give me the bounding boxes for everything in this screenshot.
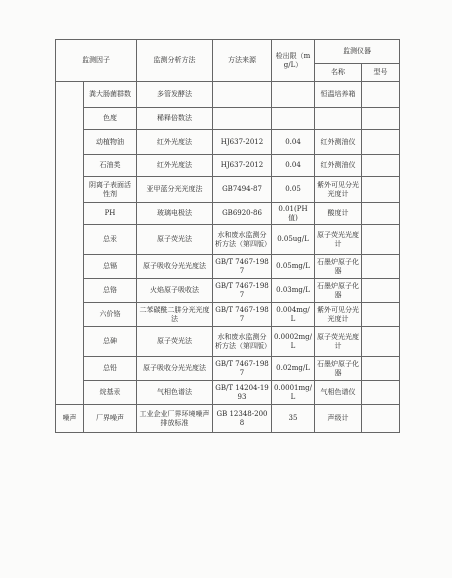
header-factor: 监测因子 [56, 40, 137, 82]
table-row [56, 177, 400, 203]
method-cell: 稀释倍数法 [137, 108, 213, 130]
factor-cell: 烷基汞 [84, 381, 137, 405]
limit-cell [272, 108, 315, 130]
instrument-name-cell: 红外测油仪 [315, 130, 362, 155]
monitoring-methods-table [55, 39, 400, 433]
limit-cell: 0.0002mg/L [272, 327, 315, 357]
factor-cell: 总铅 [84, 357, 137, 381]
table-row [56, 279, 400, 303]
table-row [56, 108, 400, 130]
method-cell: 气相色谱法 [137, 381, 213, 405]
instrument-name-cell: 紫外可见分光光度计 [315, 177, 362, 203]
noise-factor-cell: 厂界噪声 [84, 405, 137, 433]
header-row [56, 40, 400, 64]
source-cell: GB/T 7467-1987 [213, 279, 272, 303]
noise-category-cell: 噪声 [56, 405, 84, 433]
noise-row [56, 405, 400, 433]
instrument-name-cell: 红外测油仪 [315, 155, 362, 177]
method-cell: 原子荧光法 [137, 225, 213, 255]
table-row [56, 381, 400, 405]
instrument-name-cell: 紫外可见分光光度计 [315, 303, 362, 327]
header-instrument: 监测仪器 [315, 40, 400, 64]
factor-cell: 总铬 [84, 279, 137, 303]
instrument-model-cell [362, 381, 400, 405]
instrument-name-cell: 酸度计 [315, 203, 362, 225]
source-cell [213, 108, 272, 130]
limit-cell: 0.05mg/L [272, 255, 315, 279]
factor-cell: 色度 [84, 108, 137, 130]
header-analysis-method: 监测分析方法 [137, 40, 213, 82]
noise-source-cell: GB 12348-2008 [213, 405, 272, 433]
instrument-name-cell: 原子荧光光度计 [315, 327, 362, 357]
limit-cell: 0.05ug/L [272, 225, 315, 255]
table-row [56, 303, 400, 327]
instrument-name-cell: 石墨炉原子化器 [315, 255, 362, 279]
source-cell: GB7494-87 [213, 177, 272, 203]
instrument-name-cell: 气相色谱仪 [315, 381, 362, 405]
table-row [56, 357, 400, 381]
table-row [56, 155, 400, 177]
method-cell: 多管发酵法 [137, 82, 213, 108]
table-row [56, 82, 400, 108]
noise-limit-cell: 35 [272, 405, 315, 433]
table-row [56, 130, 400, 155]
instrument-model-cell [362, 327, 400, 357]
table-row [56, 203, 400, 225]
instrument-name-cell: 石墨炉原子化器 [315, 279, 362, 303]
source-cell: HJ637-2012 [213, 130, 272, 155]
instrument-model-cell [362, 203, 400, 225]
source-cell: GB6920-86 [213, 203, 272, 225]
method-cell: 红外光度法 [137, 155, 213, 177]
instrument-model-cell [362, 279, 400, 303]
header-instrument-name: 名称 [315, 64, 362, 82]
instrument-model-cell [362, 82, 400, 108]
factor-cell: 总镉 [84, 255, 137, 279]
instrument-model-cell [362, 255, 400, 279]
table-row [56, 327, 400, 357]
noise-method-cell: 工业企业厂界环境噪声排放标准 [137, 405, 213, 433]
limit-cell: 0.04 [272, 155, 315, 177]
method-cell: 亚甲蓝分光光度法 [137, 177, 213, 203]
method-cell: 原子吸收分光光度法 [137, 255, 213, 279]
limit-cell: 0.01(PH值) [272, 203, 315, 225]
instrument-model-cell [362, 155, 400, 177]
instrument-name-cell: 恒温培养箱 [315, 82, 362, 108]
factor-cell: 粪大肠菌群数 [84, 82, 137, 108]
noise-instrument-name-cell: 声级计 [315, 405, 362, 433]
source-cell: GB/T 7467-1987 [213, 303, 272, 327]
water-category-cell [56, 82, 84, 405]
instrument-model-cell [362, 177, 400, 203]
method-cell: 玻璃电极法 [137, 203, 213, 225]
table-body [56, 40, 400, 433]
source-cell: HJ637-2012 [213, 155, 272, 177]
table-row [56, 225, 400, 255]
factor-cell: PH [84, 203, 137, 225]
header-detection-limit: 检出限（mg/L） [272, 40, 315, 82]
limit-cell: 0.04 [272, 130, 315, 155]
noise-instrument-model-cell [362, 405, 400, 433]
instrument-model-cell [362, 303, 400, 327]
header-instrument-model: 型号 [362, 64, 400, 82]
header-method-source: 方法来源 [213, 40, 272, 82]
method-cell: 原子吸收分光光度法 [137, 357, 213, 381]
source-cell: 水和废水监测分析方法（第四版） [213, 327, 272, 357]
table-row [56, 255, 400, 279]
instrument-model-cell [362, 357, 400, 381]
instrument-model-cell [362, 130, 400, 155]
limit-cell: 0.004mg/L [272, 303, 315, 327]
instrument-name-cell: 原子荧光光度计 [315, 225, 362, 255]
factor-cell: 石油类 [84, 155, 137, 177]
source-cell: 水和废水监测分析方法（第四版） [213, 225, 272, 255]
method-cell: 红外光度法 [137, 130, 213, 155]
method-cell: 原子荧光法 [137, 327, 213, 357]
limit-cell: 0.0001mg/L [272, 381, 315, 405]
factor-cell: 六价铬 [84, 303, 137, 327]
method-cell: 火焰原子吸收法 [137, 279, 213, 303]
instrument-model-cell [362, 108, 400, 130]
factor-cell: 总砷 [84, 327, 137, 357]
factor-cell: 动植物油 [84, 130, 137, 155]
instrument-name-cell: 石墨炉原子化器 [315, 357, 362, 381]
factor-cell: 阴离子表面活性剂 [84, 177, 137, 203]
source-cell: GB/T 7467-1987 [213, 357, 272, 381]
factor-cell: 总汞 [84, 225, 137, 255]
limit-cell [272, 82, 315, 108]
instrument-name-cell [315, 108, 362, 130]
source-cell: GB/T 7467-1987 [213, 255, 272, 279]
limit-cell: 0.05 [272, 177, 315, 203]
instrument-model-cell [362, 225, 400, 255]
source-cell: GB/T 14204-1993 [213, 381, 272, 405]
limit-cell: 0.03mg/L [272, 279, 315, 303]
method-cell: 二苯碳酰二肼分光光度法 [137, 303, 213, 327]
source-cell [213, 82, 272, 108]
limit-cell: 0.02mg/L [272, 357, 315, 381]
